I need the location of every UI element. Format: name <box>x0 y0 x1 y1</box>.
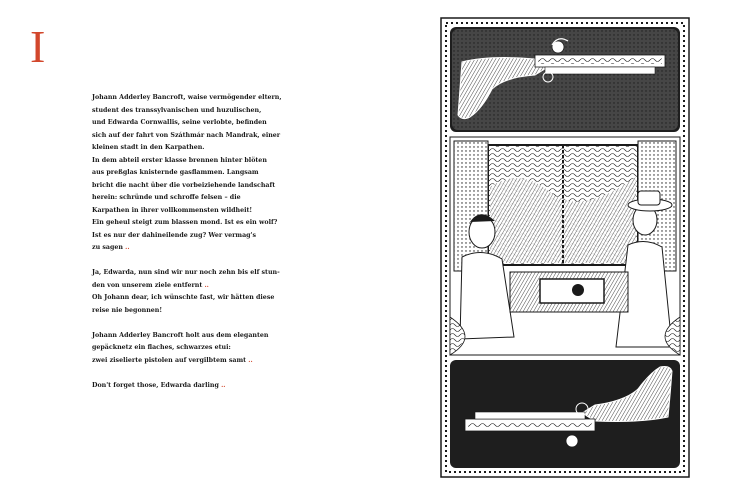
train-compartment-scene <box>450 137 680 355</box>
paragraph-3 <box>92 330 322 368</box>
paragraph-1 <box>92 92 322 255</box>
ellipsis-mark: .. <box>221 381 226 389</box>
text-line: Ein geheul steigt zum blassen mond. Ist es ein wolf? <box>92 219 278 226</box>
text-line: Karpathen in ihrer vollkommensten wildheit! <box>92 206 253 214</box>
text-line-content: zu sagen <box>92 244 123 251</box>
text-line: In dem abteil erster klasse brennen hinter blöten <box>92 156 267 164</box>
ellipsis-mark: .. <box>204 281 209 289</box>
text-line: Johann Adderley Bancroft holt aus dem eleganten <box>92 331 269 339</box>
text-line: student des transsylvanischen und huzulischen, <box>92 106 262 114</box>
text-line: reise nie begonnen! <box>92 306 163 314</box>
text-line: aus preßglas knisternde gasflammen. Langsam <box>92 169 259 176</box>
text-line: bricht die nacht über die vorbeiziehende landschaft <box>92 181 276 189</box>
story-text <box>92 92 322 405</box>
text-line: herein: schründe und schroffe felsen – die <box>92 194 241 201</box>
text-line: Oh Johann dear, ich wünschte fast, wir hätten diese <box>92 294 275 301</box>
paragraph-4 <box>92 380 322 393</box>
text-line: kleinen stadt in den Karpathen. <box>92 144 205 151</box>
ellipsis-mark: .. <box>248 356 253 364</box>
paragraph-2 <box>92 267 322 317</box>
text-line-content: zwei ziselierte pistolen auf vergilbtem samt <box>92 356 247 364</box>
text-line <box>92 242 322 255</box>
chapter-numeral: I <box>30 21 46 72</box>
pen-ink-illustration <box>440 17 690 478</box>
text-line-content: Don't forget those, Edwarda darling <box>92 381 219 389</box>
text-line: gepäcknetz ein flaches, schwarzes etui: <box>92 344 231 351</box>
text-line: Ja, Edwarda, nun sind wir nur noch zehn bis elf stun- <box>92 269 280 276</box>
text-line: sich auf der fahrt von Száthmár nach Mandrak, einer <box>92 131 281 139</box>
text-line <box>92 355 322 368</box>
text-line: und Edwarda Cornwallis, seine verlobte, befinden <box>92 119 267 126</box>
text-line <box>92 280 322 293</box>
bottom-pistol-panel <box>450 360 680 468</box>
ellipsis-mark: .. <box>125 244 130 251</box>
text-line: Johann Adderley Bancroft, waise vermögender eltern, <box>92 94 282 101</box>
text-line <box>92 380 322 393</box>
top-pistol-panel <box>450 27 680 132</box>
text-line: Ist es nur der dahineilende zug? Wer vermag's <box>92 231 257 239</box>
text-line-content: den von unserem ziele entfernt <box>92 281 203 289</box>
